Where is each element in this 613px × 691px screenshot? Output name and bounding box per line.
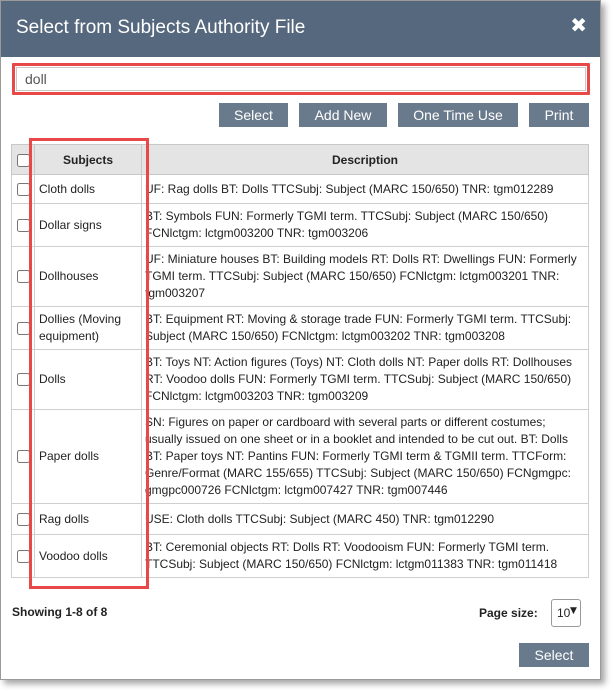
page-size-select[interactable] [551, 599, 581, 627]
row-checkbox[interactable] [17, 219, 30, 232]
description-cell: UF: Miniature houses BT: Building models RT: Dolls RT: Dwellings FUN: Formerly TGMI term. TTCSubj: Subject (MARC 150/650) FCNlctgm: lctgm003201 TNR: tgm003207 [142, 247, 589, 307]
description-cell: BT: Symbols FUN: Formerly TGMI term. TTCSubj: Subject (MARC 150/650) FCNlctgm: lctgm003200 TNR: tgm003206 [142, 204, 589, 247]
subject-cell[interactable]: Cloth dolls [35, 175, 142, 204]
select-button[interactable]: Select [219, 103, 288, 127]
table-row[interactable] [12, 350, 589, 410]
table-row[interactable] [12, 204, 589, 247]
subject-cell[interactable]: Paper dolls [35, 410, 142, 504]
table-header-row [12, 145, 589, 175]
chevron-down-icon: ▼ [570, 606, 577, 616]
table-row[interactable] [12, 504, 589, 535]
search-highlight [12, 63, 590, 95]
table-row[interactable] [12, 307, 589, 350]
description-cell: USE: Cloth dolls TTCSubj: Subject (MARC 450) TNR: tgm012290 [142, 504, 589, 535]
description-cell: SN: Figures on paper or cardboard with several parts or different costumes; usually issued on one sheet or in a booklet and intended to be cut out. BT: Dolls BT: Paper toys NT: Pantins FUN: Formerly TGMI term & TGMII term. TTCForm: Genre/Format (MARC 155/655) TTCSubj: Subject (MARC 150/650) FCNgmgpc: gmgpc000726 FCNlctgm: lctgm007427 TNR: tgm007446 [142, 410, 589, 504]
subject-cell[interactable]: Dollar signs [35, 204, 142, 247]
close-icon[interactable]: ✖ [570, 13, 587, 37]
description-header[interactable]: Description [142, 145, 589, 175]
row-checkbox[interactable] [17, 322, 30, 335]
row-checkbox-cell [12, 307, 35, 350]
description-cell: BT: Ceremonial objects RT: Dolls RT: Voodooism FUN: Formerly TGMI term. TTCSubj: Subject (MARC 150/650) FCNlctgm: lctgm011383 TNR: tgm011418 [142, 535, 589, 578]
row-checkbox[interactable] [17, 513, 30, 526]
table-row[interactable] [12, 175, 589, 204]
table-row[interactable] [12, 247, 589, 307]
subjects-table [11, 144, 589, 578]
row-checkbox[interactable] [17, 270, 30, 283]
table-row[interactable] [12, 410, 589, 504]
select-all-checkbox[interactable] [17, 154, 30, 167]
search-input[interactable] [16, 67, 586, 91]
table-row[interactable] [12, 535, 589, 578]
row-checkbox[interactable] [17, 550, 30, 563]
showing-count: Showing 1-8 of 8 [12, 605, 108, 619]
description-cell: BT: Equipment RT: Moving & storage trade FUN: Formerly TGMI term. TTCSubj: Subject (MARC 150/650) FCNlctgm: lctgm003202 TNR: tgm003208 [142, 307, 589, 350]
dialog-titlebar [1, 1, 600, 57]
one-time-use-button[interactable]: One Time Use [398, 103, 518, 127]
select-all-cell [12, 145, 35, 175]
row-checkbox-cell [12, 410, 35, 504]
row-checkbox-cell [12, 504, 35, 535]
subjects-header[interactable]: Subjects [35, 145, 142, 175]
add-new-button[interactable]: Add New [299, 103, 387, 127]
row-checkbox-cell [12, 204, 35, 247]
subject-cell[interactable]: Voodoo dolls [35, 535, 142, 578]
row-checkbox-cell [12, 175, 35, 204]
row-checkbox[interactable] [17, 183, 30, 196]
description-cell: UF: Rag dolls BT: Dolls TTCSubj: Subject (MARC 150/650) TNR: tgm012289 [142, 175, 589, 204]
print-button[interactable]: Print [529, 103, 589, 127]
subject-cell[interactable]: Dolls [35, 350, 142, 410]
subject-cell[interactable]: Rag dolls [35, 504, 142, 535]
dialog-title: Select from Subjects Authority File [16, 17, 306, 38]
subject-cell[interactable]: Dollies (Moving equipment) [35, 307, 142, 350]
subject-cell[interactable]: Dollhouses [35, 247, 142, 307]
description-cell: BT: Toys NT: Action figures (Toys) NT: Cloth dolls NT: Paper dolls RT: Dollhouses RT: Voodoo dolls FUN: Formerly TGMI term. TTCSubj: Subject (MARC 150/650) FCNlctgm: lctgm003203 TNR: tgm003209 [142, 350, 589, 410]
row-checkbox-cell [12, 535, 35, 578]
footer-select-button[interactable]: Select [519, 643, 589, 667]
row-checkbox-cell [12, 350, 35, 410]
page-size-value: 10 [557, 606, 571, 620]
row-checkbox[interactable] [17, 450, 30, 463]
row-checkbox-cell [12, 247, 35, 307]
page-size-label: Page size: [479, 606, 538, 620]
row-checkbox[interactable] [17, 373, 30, 386]
